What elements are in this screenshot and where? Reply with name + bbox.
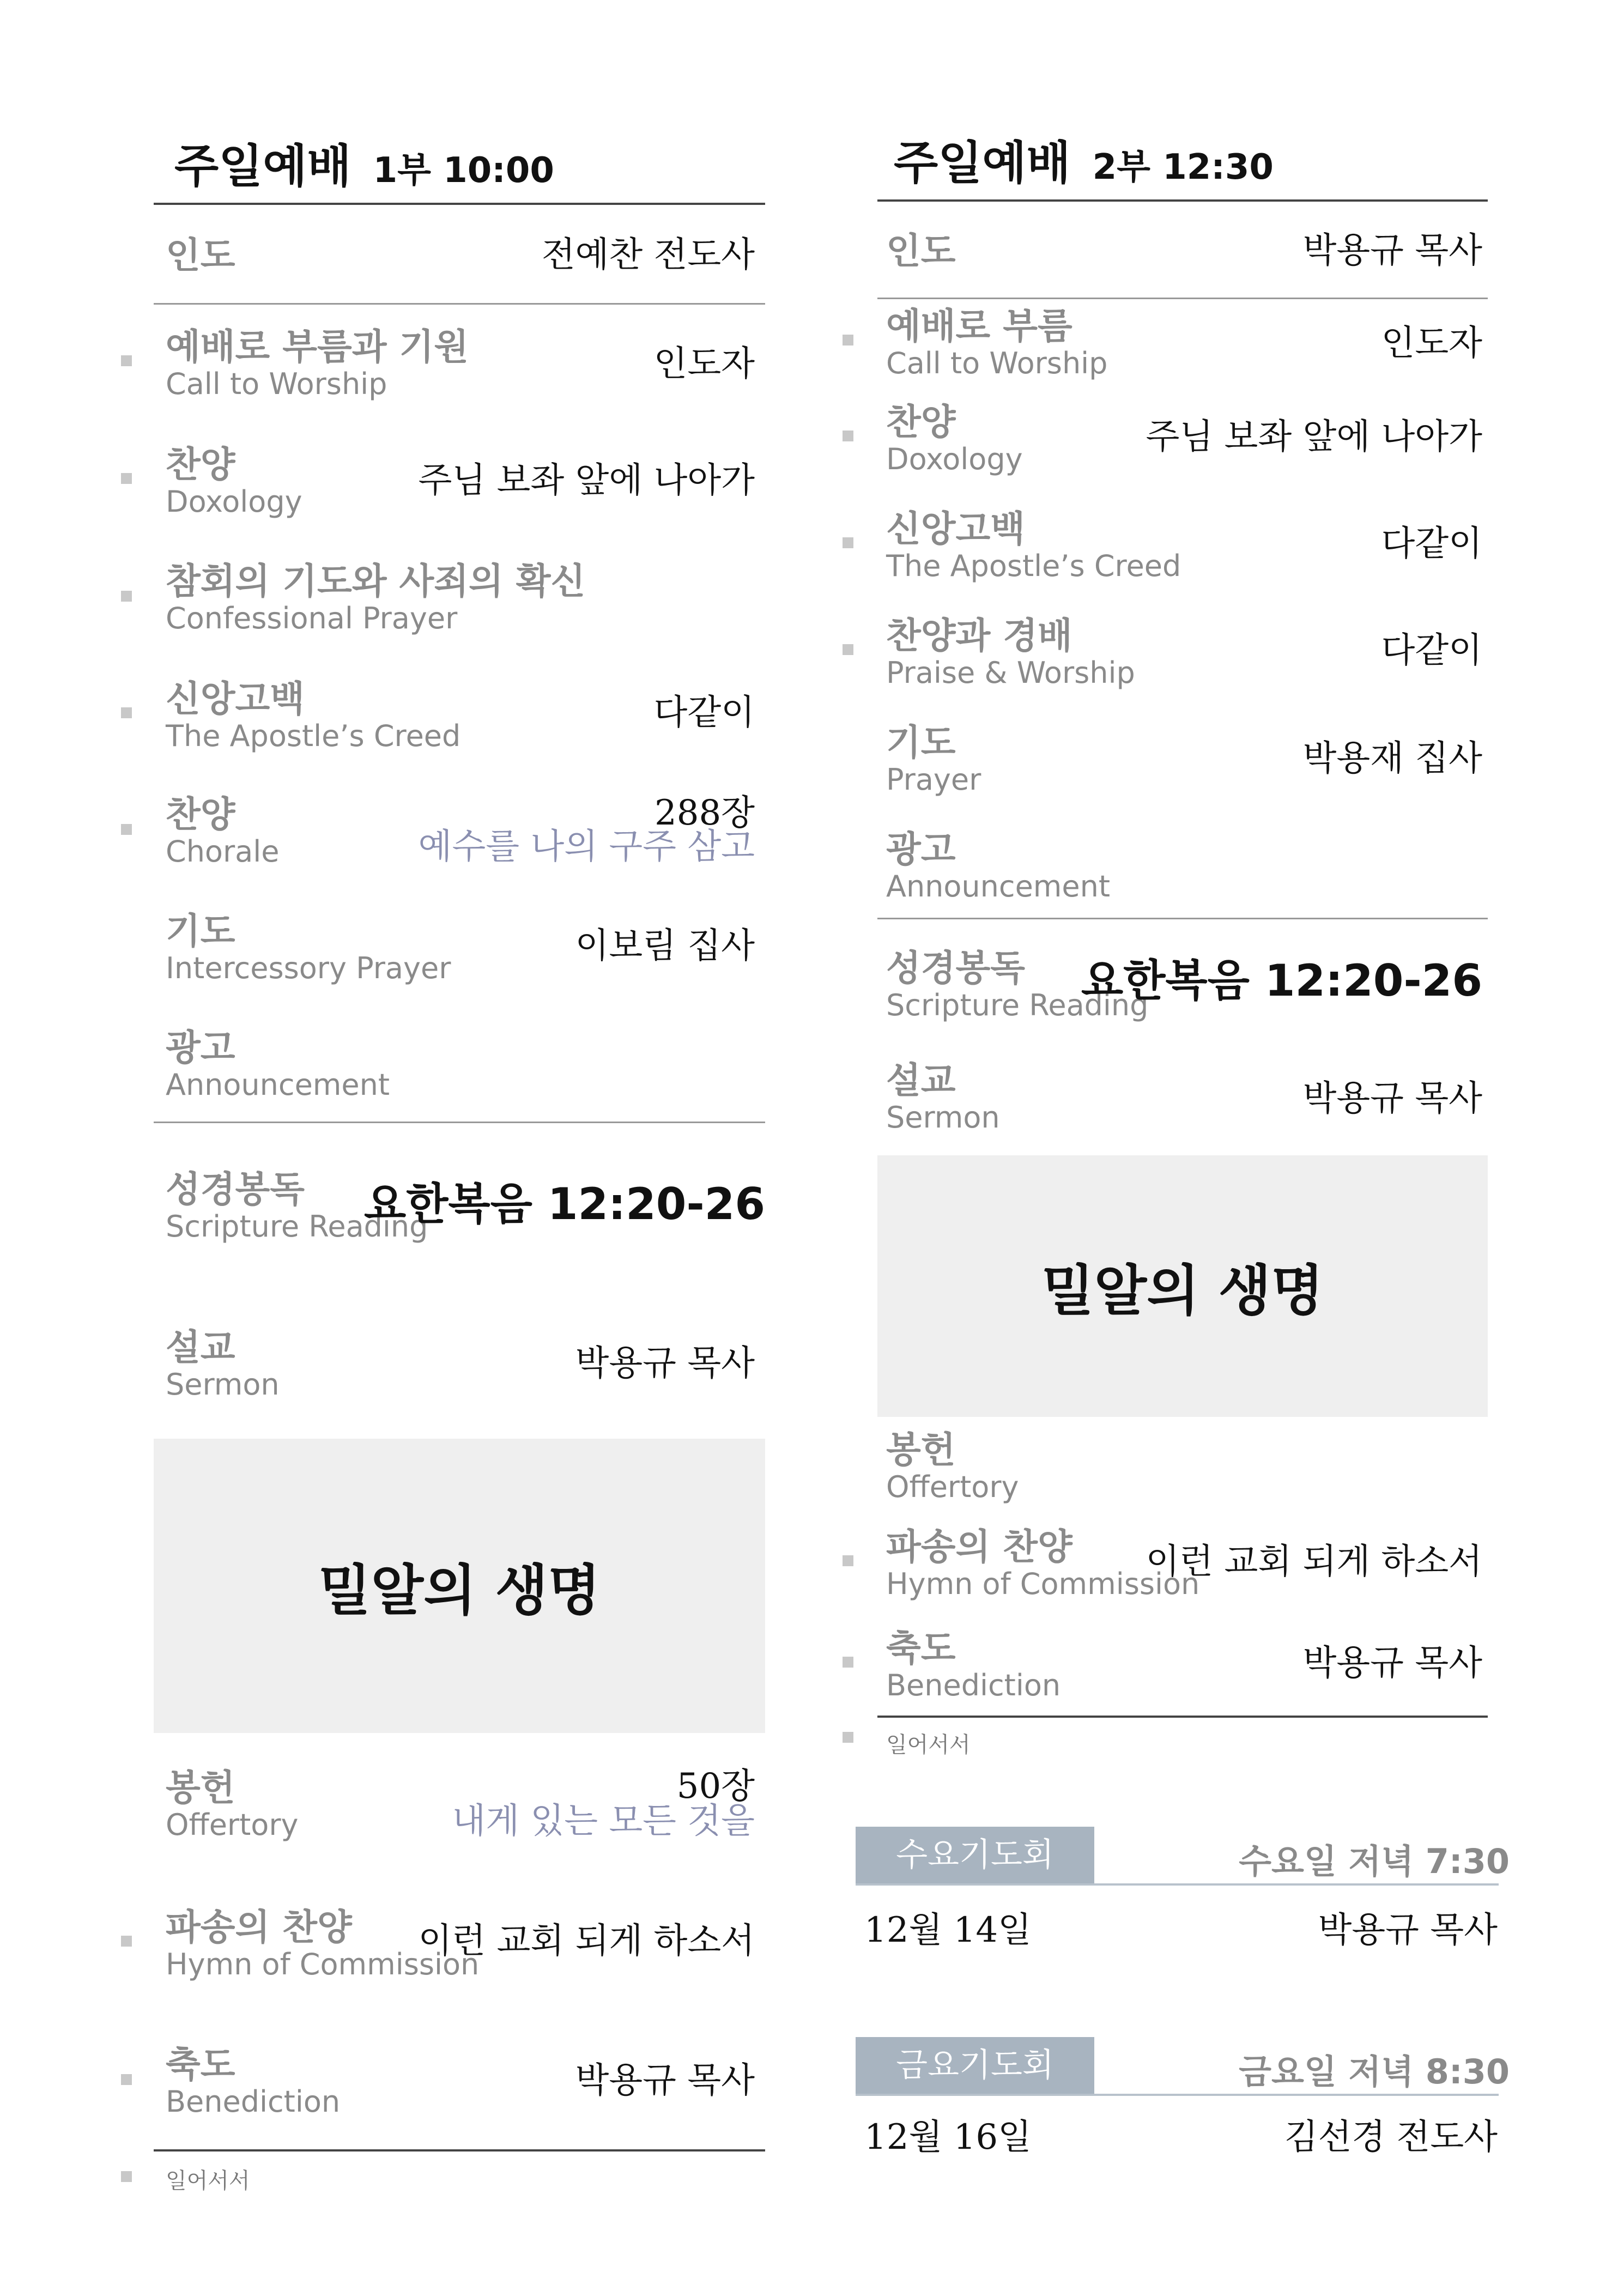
item-title: 신앙고백 bbox=[166, 678, 305, 720]
divider bbox=[856, 1883, 1499, 1886]
prayer-meeting-label: 수요기도회 bbox=[856, 1827, 1094, 1883]
stand-note-text: 일어서서 bbox=[886, 1732, 971, 1757]
item-value: 박용규 목사 bbox=[575, 2060, 755, 2101]
item-title: 축도 bbox=[886, 1627, 956, 1669]
service-2-header bbox=[894, 126, 1274, 192]
leader-label: 인도 bbox=[166, 234, 235, 276]
item-subtitle: Praise & Worship bbox=[886, 656, 1135, 690]
item-title: 찬양 bbox=[166, 444, 235, 486]
scripture-reference: 요한복음 12:20-26 bbox=[363, 1179, 765, 1229]
item-title: 예배로 부름과 기원 bbox=[166, 326, 469, 368]
item-value: 인도자 bbox=[1381, 323, 1482, 363]
item-title: 설교 bbox=[166, 1326, 235, 1368]
bullet-icon bbox=[843, 1555, 853, 1566]
bullet-icon bbox=[843, 431, 853, 441]
item-subtitle: Hymn of Commission bbox=[886, 1567, 1200, 1601]
item-subtitle: The Apostle’s Creed bbox=[166, 719, 461, 753]
item-title: 파송의 찬양 bbox=[166, 1906, 352, 1948]
item-title: 찬양과 경배 bbox=[886, 615, 1072, 657]
item-subtitle: Chorale bbox=[166, 834, 280, 869]
divider bbox=[877, 1716, 1488, 1718]
item-subtitle: Sermon bbox=[166, 1367, 280, 1402]
item-value: 박용재 집사 bbox=[1302, 738, 1482, 779]
bullet-icon bbox=[121, 591, 132, 602]
bullet-icon bbox=[121, 707, 132, 718]
item-value: 이런 교회 되게 하소서 bbox=[418, 1921, 755, 1961]
item-subtitle: Announcement bbox=[166, 1068, 390, 1102]
bullet-icon bbox=[121, 2171, 132, 2182]
divider bbox=[154, 2149, 765, 2151]
item-value: 이런 교회 되게 하소서 bbox=[1146, 1542, 1482, 1582]
bullet-icon bbox=[843, 335, 853, 346]
prayer-meeting-leader: 박용규 목사 bbox=[1318, 1910, 1498, 1950]
item-value: 다같이 bbox=[653, 693, 755, 733]
sermon-title-box bbox=[877, 1155, 1488, 1417]
scripture-reference: 요한복음 12:20-26 bbox=[1081, 955, 1482, 1006]
leader-label: 인도 bbox=[886, 230, 956, 272]
item-subtitle: Prayer bbox=[886, 762, 981, 797]
item-title: 찬양 bbox=[886, 401, 956, 443]
hymn-title: 예수를 나의 구주 삼고 bbox=[418, 827, 755, 867]
divider bbox=[877, 298, 1488, 299]
prayer-meeting-time: 수요일 저녁 7:30 bbox=[1239, 1841, 1510, 1881]
item-subtitle: Confessional Prayer bbox=[166, 601, 458, 635]
prayer-meeting-label: 금요기도회 bbox=[856, 2037, 1094, 2094]
item-title: 광고 bbox=[886, 828, 956, 870]
item-title: 신앙고백 bbox=[886, 508, 1026, 550]
divider bbox=[154, 1122, 765, 1123]
item-value: 박용규 목사 bbox=[1302, 1643, 1482, 1683]
item-title: 기도 bbox=[886, 722, 956, 763]
preacher-name: 박용규 목사 bbox=[575, 1343, 755, 1384]
item-title: 축도 bbox=[166, 2044, 235, 2086]
service-time: 2부 12:30 bbox=[1092, 147, 1274, 187]
item-subtitle: Offertory bbox=[166, 1808, 299, 1842]
leader-name: 전예찬 전도사 bbox=[541, 235, 755, 275]
prayer-meeting-time: 금요일 저녁 8:30 bbox=[1239, 2052, 1510, 2092]
item-title: 광고 bbox=[166, 1027, 235, 1069]
leader-name: 박용규 목사 bbox=[1302, 231, 1482, 271]
service-time: 1부 10:00 bbox=[373, 150, 554, 191]
item-title: 파송의 찬양 bbox=[886, 1526, 1072, 1568]
sermon-title: 밀알의 생명 bbox=[318, 1559, 601, 1622]
prayer-meeting-leader: 김선경 전도사 bbox=[1284, 2117, 1498, 2157]
item-value: 다같이 bbox=[1381, 524, 1482, 564]
divider bbox=[154, 303, 765, 305]
item-title: 설교 bbox=[886, 1059, 956, 1101]
item-subtitle: Doxology bbox=[886, 442, 1023, 476]
bullet-icon bbox=[121, 2074, 132, 2085]
item-subtitle: Announcement bbox=[886, 869, 1111, 904]
item-value: 주님 보좌 앞에 나아가 bbox=[418, 460, 755, 501]
prayer-meeting-date: 12월 14일 bbox=[864, 1910, 1032, 1950]
item-title: 참회의 기도와 사죄의 확신 bbox=[166, 560, 586, 602]
service-1-header bbox=[174, 130, 554, 196]
item-subtitle: Scripture Reading bbox=[166, 1209, 428, 1244]
item-subtitle: Benediction bbox=[166, 2084, 341, 2119]
item-subtitle: Hymn of Commission bbox=[166, 1947, 480, 1981]
item-title: 기도 bbox=[166, 910, 235, 952]
item-subtitle: Scripture Reading bbox=[886, 988, 1149, 1022]
prayer-meeting-date: 12월 16일 bbox=[864, 2117, 1032, 2157]
item-title: 예배로 부름 bbox=[886, 305, 1072, 347]
bullet-icon bbox=[121, 1936, 132, 1947]
item-value: 이보림 집사 bbox=[575, 926, 755, 966]
divider bbox=[856, 2094, 1499, 2096]
bullet-icon bbox=[843, 644, 853, 655]
item-subtitle: Call to Worship bbox=[166, 367, 387, 401]
hymn-number: 288장 bbox=[655, 793, 755, 833]
item-subtitle: The Apostle’s Creed bbox=[886, 549, 1181, 583]
hymn-number: 50장 bbox=[676, 1766, 755, 1807]
item-subtitle: Call to Worship bbox=[886, 346, 1108, 380]
item-value: 인도자 bbox=[653, 344, 755, 384]
bullet-icon bbox=[843, 537, 853, 548]
item-subtitle: Intercessory Prayer bbox=[166, 951, 451, 985]
divider bbox=[154, 203, 765, 205]
stand-note-text: 일어서서 bbox=[166, 2168, 250, 2193]
service-title: 주일예배 bbox=[174, 140, 352, 193]
divider bbox=[877, 918, 1488, 919]
item-value: 주님 보좌 앞에 나아가 bbox=[1146, 417, 1482, 457]
item-subtitle: Benediction bbox=[886, 1668, 1061, 1702]
sermon-title-box bbox=[154, 1439, 765, 1733]
bullet-icon bbox=[121, 355, 132, 366]
item-title: 봉헌 bbox=[886, 1429, 956, 1471]
bullet-icon bbox=[121, 824, 132, 835]
item-subtitle: Doxology bbox=[166, 484, 302, 519]
item-title: 성경봉독 bbox=[886, 947, 1026, 989]
bullet-icon bbox=[843, 1732, 853, 1743]
preacher-name: 박용규 목사 bbox=[1302, 1078, 1482, 1119]
sermon-title: 밀알의 생명 bbox=[1041, 1259, 1324, 1323]
item-value: 다같이 bbox=[1381, 631, 1482, 671]
bullet-icon bbox=[121, 473, 132, 484]
item-subtitle: Offertory bbox=[886, 1470, 1019, 1504]
item-subtitle: Sermon bbox=[886, 1100, 1000, 1135]
divider bbox=[877, 199, 1488, 202]
bullet-icon bbox=[843, 1657, 853, 1668]
item-title: 찬양 bbox=[166, 793, 235, 835]
item-title: 성경봉독 bbox=[166, 1168, 305, 1210]
item-title: 봉헌 bbox=[166, 1767, 235, 1809]
service-title: 주일예배 bbox=[894, 136, 1071, 190]
hymn-title: 내게 있는 모든 것을 bbox=[452, 1801, 755, 1841]
